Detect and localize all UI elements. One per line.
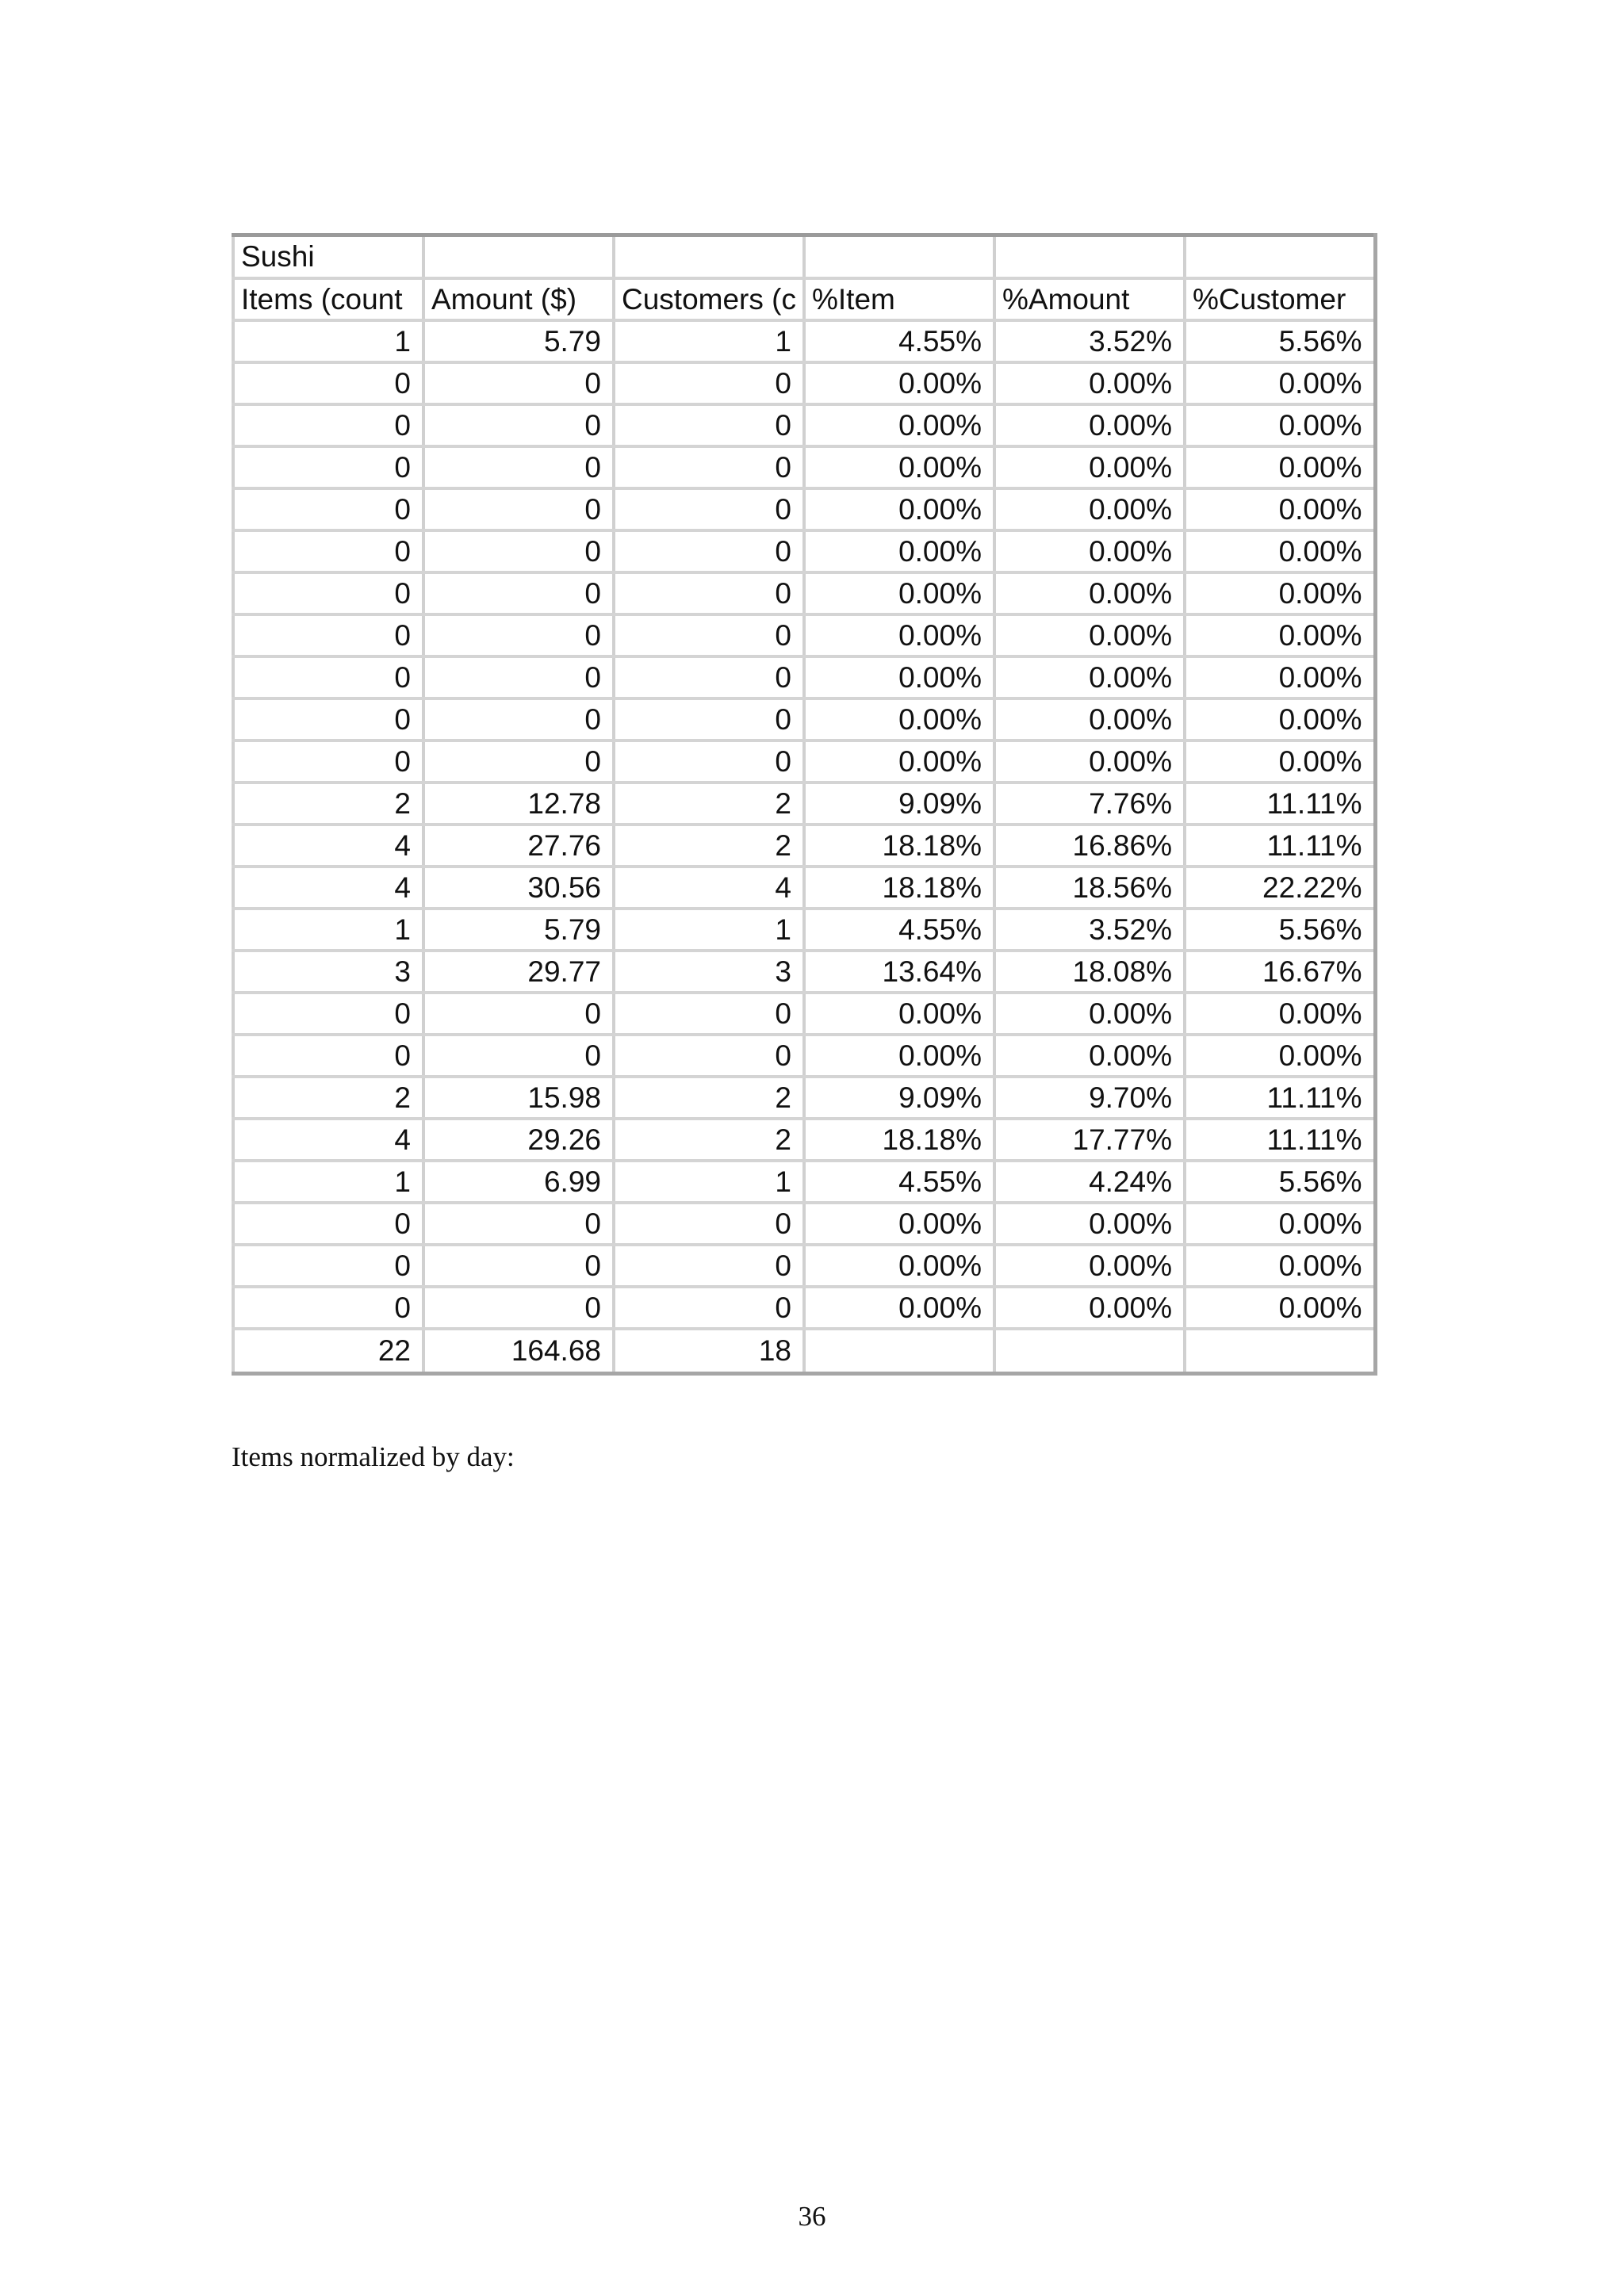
page-number: 36 bbox=[798, 2201, 826, 2232]
table-cell: 0.00% bbox=[804, 404, 994, 446]
table-cell: 22.22% bbox=[1185, 867, 1375, 909]
table-cell: 0 bbox=[614, 404, 804, 446]
table-cell: 12.78 bbox=[423, 783, 614, 825]
table-row bbox=[233, 530, 1375, 572]
table-row bbox=[233, 656, 1375, 698]
table-cell: 0.00% bbox=[1185, 614, 1375, 656]
table-row bbox=[233, 446, 1375, 488]
column-header: %Customer bbox=[1185, 278, 1375, 320]
table-cell: 0.00% bbox=[994, 530, 1185, 572]
table-cell: 0.00% bbox=[994, 1035, 1185, 1077]
table-cell: 0 bbox=[614, 572, 804, 614]
spreadsheet-table bbox=[232, 233, 1377, 1376]
table-cell: 0 bbox=[614, 698, 804, 740]
caption-text: Items normalized by day: bbox=[232, 1441, 515, 1472]
table-cell: 5.56% bbox=[1185, 1161, 1375, 1203]
table-cell: 0.00% bbox=[994, 488, 1185, 530]
table-row bbox=[233, 740, 1375, 783]
table-cell: 0 bbox=[233, 1287, 423, 1329]
table-cell: 29.77 bbox=[423, 951, 614, 993]
empty-cell bbox=[994, 235, 1185, 279]
table-row bbox=[233, 1203, 1375, 1245]
table-cell: 17.77% bbox=[994, 1119, 1185, 1161]
column-header: Customers (c bbox=[614, 278, 804, 320]
table-cell: 0 bbox=[614, 1035, 804, 1077]
table-cell: 0 bbox=[233, 656, 423, 698]
table-cell: 18.56% bbox=[994, 867, 1185, 909]
table-cell: 0 bbox=[423, 488, 614, 530]
table-cell: 0.00% bbox=[1185, 656, 1375, 698]
table-cell: 9.09% bbox=[804, 1077, 994, 1119]
table-cell: 0.00% bbox=[994, 698, 1185, 740]
table-cell: 3 bbox=[233, 951, 423, 993]
table-cell: 4.24% bbox=[994, 1161, 1185, 1203]
table-cell: 0.00% bbox=[804, 656, 994, 698]
table-cell: 0.00% bbox=[804, 1035, 994, 1077]
table-cell: 0.00% bbox=[804, 572, 994, 614]
table-cell: 5.56% bbox=[1185, 909, 1375, 951]
column-header: %Item bbox=[804, 278, 994, 320]
table-cell: 3 bbox=[614, 951, 804, 993]
table-cell: 0 bbox=[233, 993, 423, 1035]
table-cell: 0.00% bbox=[1185, 572, 1375, 614]
table-cell: 4 bbox=[233, 1119, 423, 1161]
total-cell bbox=[1185, 1329, 1375, 1374]
table-cell: 0.00% bbox=[994, 1287, 1185, 1329]
table-cell: 1 bbox=[614, 320, 804, 362]
table-cell: 0 bbox=[614, 656, 804, 698]
table-cell: 0.00% bbox=[994, 404, 1185, 446]
table-row bbox=[233, 993, 1375, 1035]
table-row bbox=[233, 698, 1375, 740]
table-cell: 0 bbox=[233, 572, 423, 614]
total-cell bbox=[994, 1329, 1185, 1374]
empty-cell bbox=[804, 235, 994, 279]
table-row bbox=[233, 488, 1375, 530]
column-header: Amount ($) bbox=[423, 278, 614, 320]
table-cell: 0.00% bbox=[994, 1203, 1185, 1245]
table-cell: 0 bbox=[233, 1035, 423, 1077]
table-row bbox=[233, 909, 1375, 951]
table-cell: 2 bbox=[614, 825, 804, 867]
table-cell: 29.26 bbox=[423, 1119, 614, 1161]
table-cell: 0.00% bbox=[994, 572, 1185, 614]
table-cell: 0 bbox=[423, 446, 614, 488]
table-cell: 0 bbox=[423, 614, 614, 656]
table-cell: 0.00% bbox=[1185, 446, 1375, 488]
table-row bbox=[233, 1035, 1375, 1077]
table-cell: 7.76% bbox=[994, 783, 1185, 825]
table-cell: 0.00% bbox=[1185, 1035, 1375, 1077]
table-cell: 4.55% bbox=[804, 1161, 994, 1203]
total-cell: 164.68 bbox=[423, 1329, 614, 1374]
table-row bbox=[233, 1161, 1375, 1203]
table-cell: 0.00% bbox=[804, 362, 994, 404]
table-cell: 0 bbox=[614, 488, 804, 530]
table-header-row bbox=[233, 278, 1375, 320]
table-cell: 0.00% bbox=[804, 1203, 994, 1245]
table-cell: 0.00% bbox=[804, 1287, 994, 1329]
table-cell: 0 bbox=[614, 362, 804, 404]
table-cell: 0 bbox=[423, 656, 614, 698]
empty-cell bbox=[614, 235, 804, 279]
table-cell: 0 bbox=[233, 1245, 423, 1287]
table-cell: 0 bbox=[423, 698, 614, 740]
table-cell: 0.00% bbox=[804, 530, 994, 572]
table-cell: 0 bbox=[233, 488, 423, 530]
table-cell: 1 bbox=[233, 909, 423, 951]
table-cell: 0 bbox=[614, 614, 804, 656]
table-cell: 0 bbox=[233, 446, 423, 488]
total-cell bbox=[804, 1329, 994, 1374]
table-cell: 16.86% bbox=[994, 825, 1185, 867]
table-cell: 27.76 bbox=[423, 825, 614, 867]
table-cell: 0.00% bbox=[1185, 530, 1375, 572]
table-cell: 0 bbox=[233, 740, 423, 783]
table-cell: 0.00% bbox=[1185, 740, 1375, 783]
table-cell: 0 bbox=[423, 1245, 614, 1287]
table-cell: 0 bbox=[423, 740, 614, 783]
table-cell: 0 bbox=[233, 698, 423, 740]
table-cell: 0.00% bbox=[804, 1245, 994, 1287]
table-cell: 0 bbox=[233, 614, 423, 656]
table-cell: 5.79 bbox=[423, 909, 614, 951]
table-cell: 0 bbox=[233, 404, 423, 446]
table-cell: 11.11% bbox=[1185, 825, 1375, 867]
table-title-row bbox=[233, 235, 1375, 279]
table-cell: 0 bbox=[614, 1203, 804, 1245]
table-cell: 2 bbox=[614, 1119, 804, 1161]
table-cell: 0.00% bbox=[1185, 362, 1375, 404]
table-cell: 3.52% bbox=[994, 909, 1185, 951]
table-row bbox=[233, 404, 1375, 446]
table-cell: 11.11% bbox=[1185, 1119, 1375, 1161]
table-cell: 0.00% bbox=[804, 740, 994, 783]
table-row bbox=[233, 572, 1375, 614]
table-cell: 0 bbox=[423, 404, 614, 446]
table-cell: 0 bbox=[423, 362, 614, 404]
table-cell: 0.00% bbox=[994, 740, 1185, 783]
table-cell: 0.00% bbox=[1185, 1245, 1375, 1287]
table-row bbox=[233, 1119, 1375, 1161]
table-cell: 18.18% bbox=[804, 825, 994, 867]
table-cell: 0.00% bbox=[1185, 993, 1375, 1035]
table-cell: 1 bbox=[614, 909, 804, 951]
table-cell: 0 bbox=[423, 530, 614, 572]
table-cell: 0.00% bbox=[804, 993, 994, 1035]
table-cell: 4 bbox=[233, 825, 423, 867]
table-cell: 0.00% bbox=[1185, 488, 1375, 530]
table-cell: 5.56% bbox=[1185, 320, 1375, 362]
table-cell: 0.00% bbox=[1185, 404, 1375, 446]
table-cell: 0.00% bbox=[804, 614, 994, 656]
table-cell: 4.55% bbox=[804, 909, 994, 951]
table-cell: 2 bbox=[614, 783, 804, 825]
table-cell: 2 bbox=[614, 1077, 804, 1119]
total-cell: 18 bbox=[614, 1329, 804, 1374]
table-cell: 0.00% bbox=[994, 614, 1185, 656]
table-cell: 4 bbox=[233, 867, 423, 909]
empty-cell bbox=[1185, 235, 1375, 279]
table-row bbox=[233, 362, 1375, 404]
table-cell: 1 bbox=[233, 320, 423, 362]
table-cell: 0.00% bbox=[994, 1245, 1185, 1287]
table-cell: 0.00% bbox=[994, 656, 1185, 698]
table-cell: 1 bbox=[614, 1161, 804, 1203]
table-cell: 11.11% bbox=[1185, 783, 1375, 825]
table-cell: 0.00% bbox=[804, 446, 994, 488]
table-cell: 9.09% bbox=[804, 783, 994, 825]
table-row bbox=[233, 1245, 1375, 1287]
table-cell: 0.00% bbox=[1185, 698, 1375, 740]
table-cell: 18.18% bbox=[804, 1119, 994, 1161]
table-cell: 0.00% bbox=[804, 488, 994, 530]
table-cell: 0.00% bbox=[994, 993, 1185, 1035]
table-row bbox=[233, 614, 1375, 656]
table-cell: 0 bbox=[614, 530, 804, 572]
table-cell: 0 bbox=[233, 1203, 423, 1245]
table-cell: 0 bbox=[614, 446, 804, 488]
table-cell: 4 bbox=[614, 867, 804, 909]
table-row bbox=[233, 783, 1375, 825]
table-row bbox=[233, 1077, 1375, 1119]
table-cell: 0 bbox=[423, 1287, 614, 1329]
table-cell: 16.67% bbox=[1185, 951, 1375, 993]
table-cell: 13.64% bbox=[804, 951, 994, 993]
table-cell: 3.52% bbox=[994, 320, 1185, 362]
totals-row bbox=[233, 1329, 1375, 1374]
table-row bbox=[233, 825, 1375, 867]
table-cell: 6.99 bbox=[423, 1161, 614, 1203]
table-cell: 0.00% bbox=[1185, 1203, 1375, 1245]
table-cell: 11.11% bbox=[1185, 1077, 1375, 1119]
column-header: %Amount bbox=[994, 278, 1185, 320]
empty-cell bbox=[423, 235, 614, 279]
table-row bbox=[233, 1287, 1375, 1329]
table-cell: 0 bbox=[614, 1245, 804, 1287]
table-cell: 0.00% bbox=[994, 446, 1185, 488]
table-row bbox=[233, 951, 1375, 993]
table-cell: 0.00% bbox=[994, 362, 1185, 404]
table-cell: 18.18% bbox=[804, 867, 994, 909]
table-cell: 15.98 bbox=[423, 1077, 614, 1119]
table-cell: 0 bbox=[614, 740, 804, 783]
table-cell: 4.55% bbox=[804, 320, 994, 362]
table-cell: 2 bbox=[233, 783, 423, 825]
table-cell: 0 bbox=[233, 362, 423, 404]
table-cell: 30.56 bbox=[423, 867, 614, 909]
table-cell: 0 bbox=[423, 1035, 614, 1077]
table-cell: 0.00% bbox=[804, 698, 994, 740]
table-cell: 9.70% bbox=[994, 1077, 1185, 1119]
table-cell: 0 bbox=[423, 572, 614, 614]
table-row bbox=[233, 867, 1375, 909]
table-cell: 0 bbox=[233, 530, 423, 572]
table-cell: 0 bbox=[423, 1203, 614, 1245]
table-cell: 0.00% bbox=[1185, 1287, 1375, 1329]
table-cell: 0 bbox=[614, 1287, 804, 1329]
table-cell: 18.08% bbox=[994, 951, 1185, 993]
table-cell: 1 bbox=[233, 1161, 423, 1203]
table-cell: 0 bbox=[614, 993, 804, 1035]
table-title: Sushi bbox=[233, 235, 423, 279]
table-row bbox=[233, 320, 1375, 362]
total-cell: 22 bbox=[233, 1329, 423, 1374]
table-cell: 5.79 bbox=[423, 320, 614, 362]
table-cell: 2 bbox=[233, 1077, 423, 1119]
table-cell: 0 bbox=[423, 993, 614, 1035]
column-header: Items (count bbox=[233, 278, 423, 320]
